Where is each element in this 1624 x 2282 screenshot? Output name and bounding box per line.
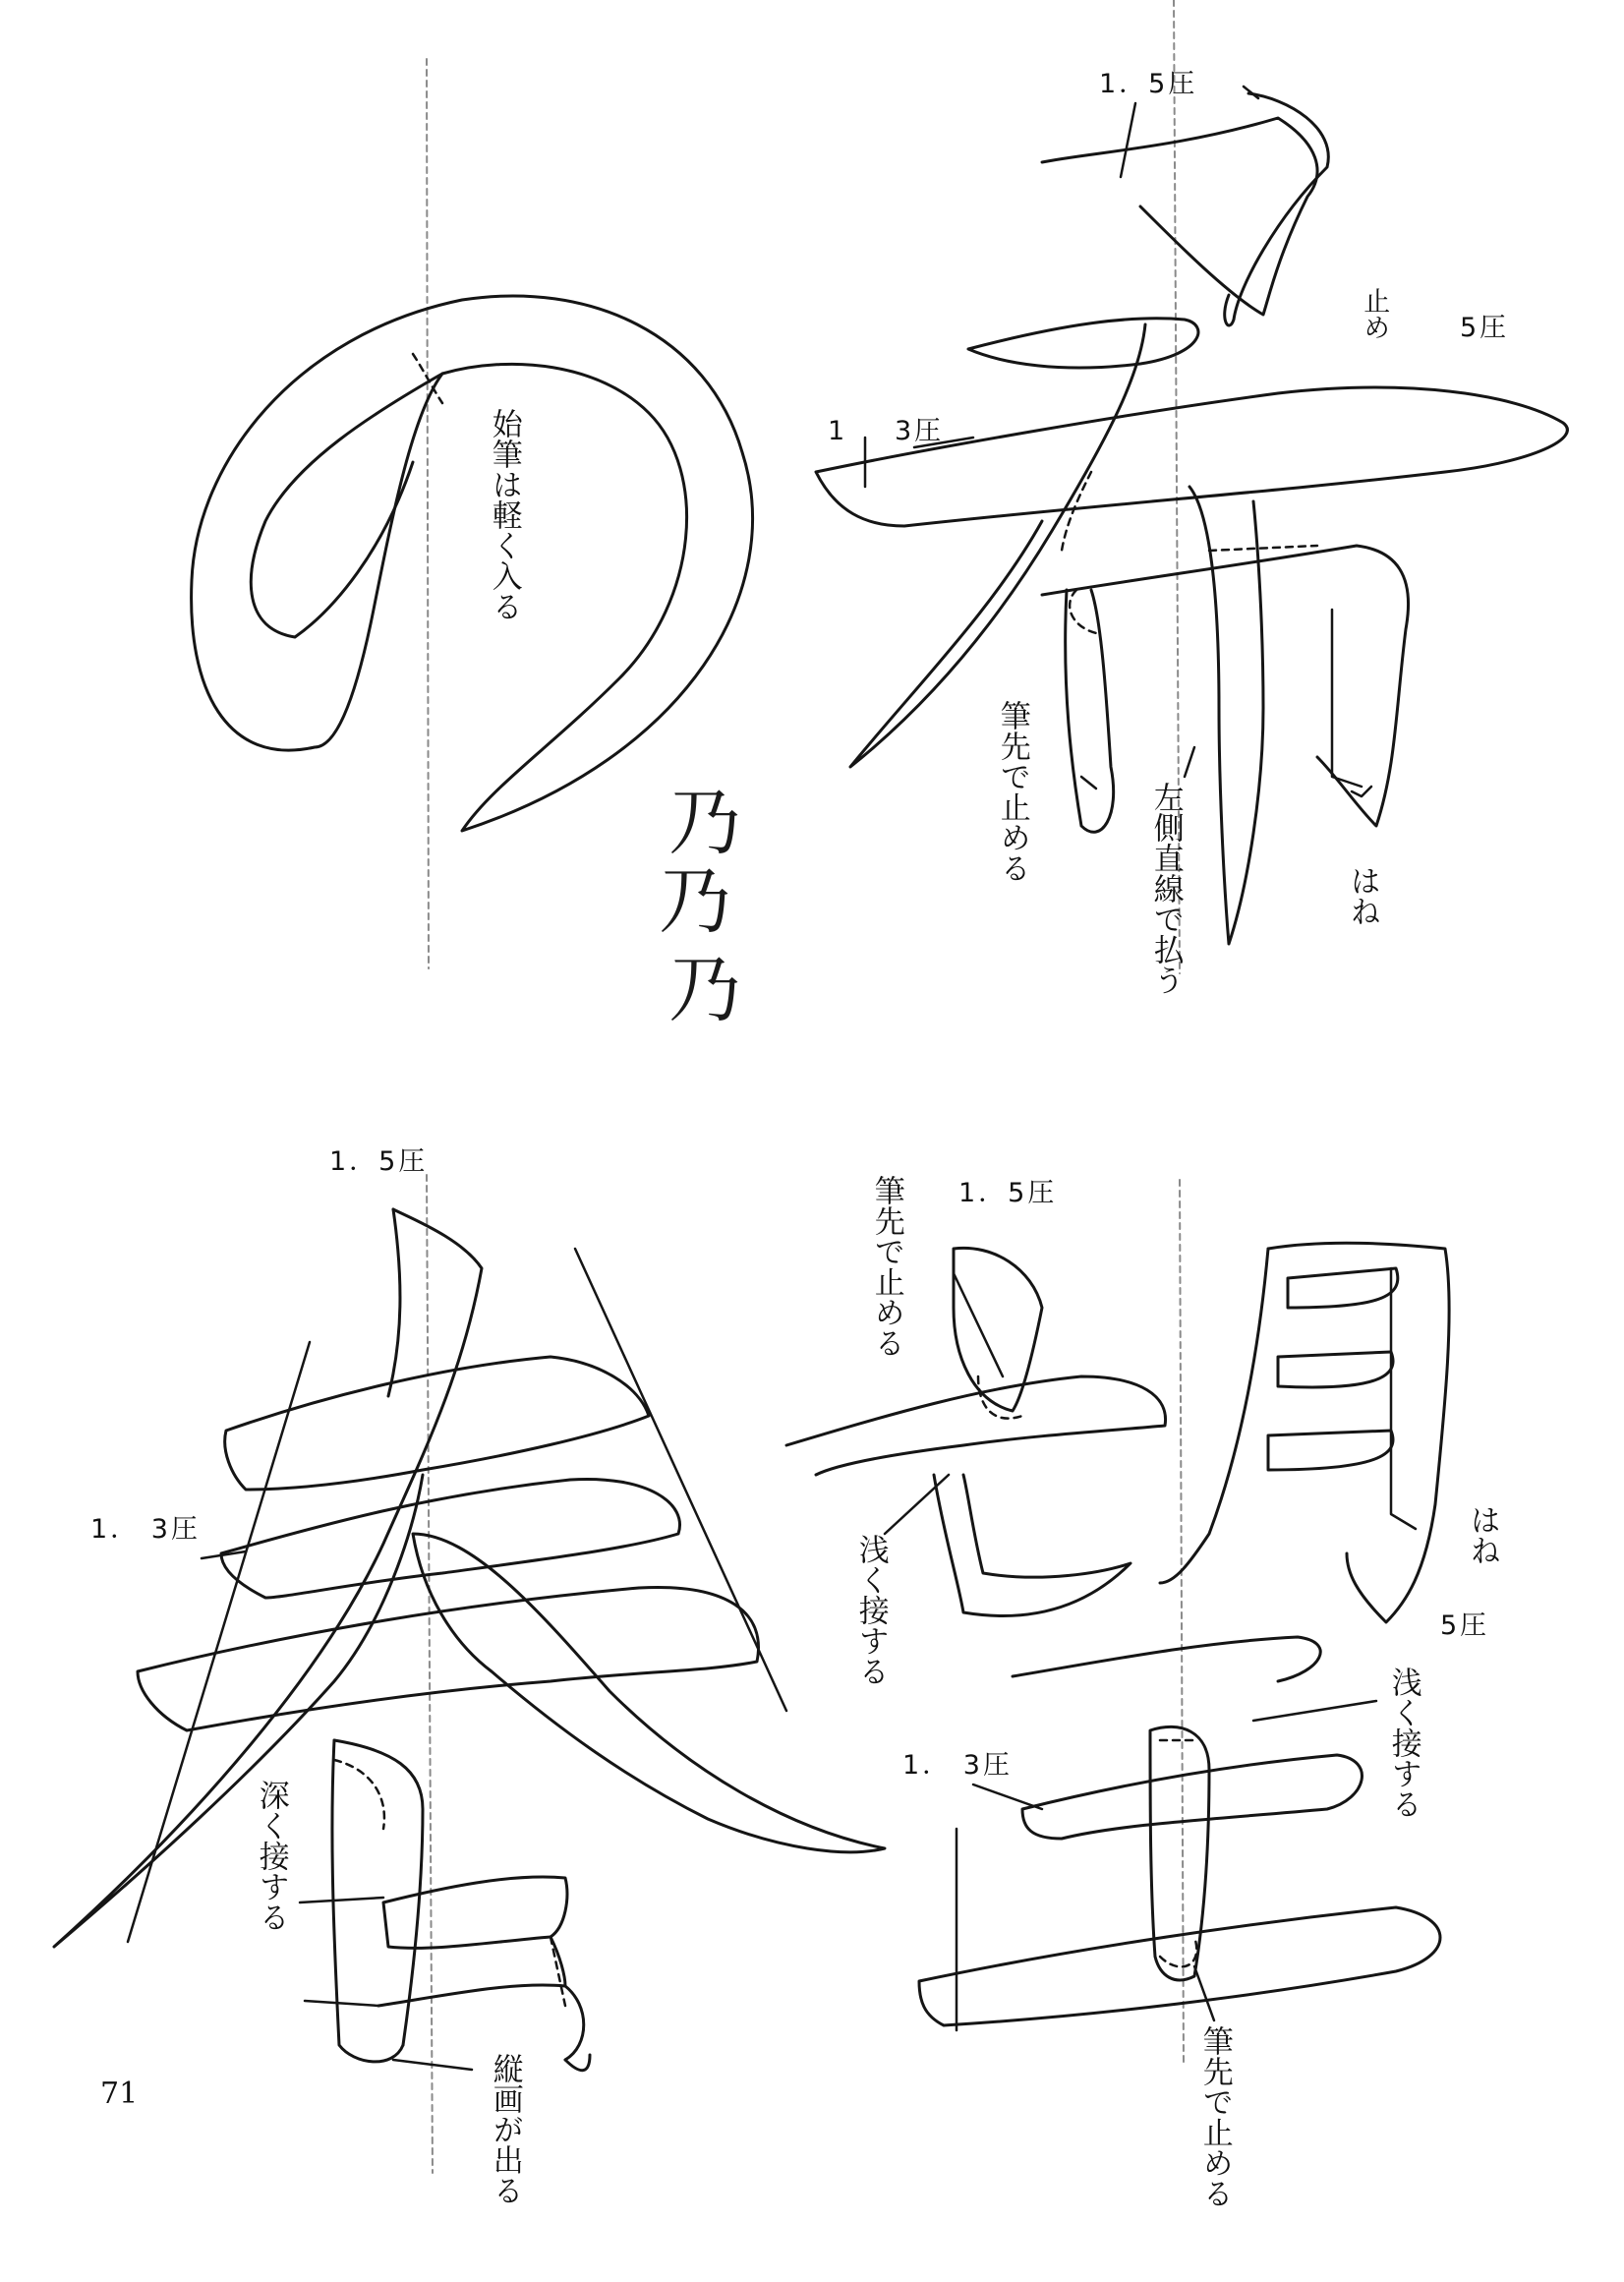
character-no-outline: [192, 296, 753, 831]
page-number: 71: [100, 2077, 139, 2111]
annotation-ki-stop: 止め: [1359, 287, 1390, 340]
sample-no-3: 乃: [668, 948, 741, 1032]
annotation-haru-top-pressure: 1．5圧: [329, 1146, 429, 1177]
annotation-ki-left-sweep: 左側直線で払う: [1147, 782, 1184, 995]
character-haru-outline: [54, 1209, 885, 2071]
annotation-nozomu-shallow-right: 浅く接する: [1385, 1667, 1421, 1819]
guide-line-right-bottom: [1180, 1180, 1184, 2065]
annotation-haru-left-pressure: 1． 3圧: [90, 1514, 201, 1545]
annotation-nozomu-left-pressure: 1． 3圧: [902, 1750, 1013, 1781]
annotation-nozomu-hane: はね: [1464, 1504, 1500, 1565]
annotation-nozomu-brush-stop-bottom: 筆先で止める: [1196, 2025, 1233, 2208]
annotation-ki-hane: はね: [1344, 865, 1380, 926]
annotation-ki-top-pressure: 1．5圧: [1099, 69, 1198, 99]
annotation-haru-vertical: 縦画が出る: [487, 2053, 523, 2205]
annotation-no-start: 始筆は軽く入る: [486, 408, 522, 621]
annotation-ki-brush-stop: 筆先で止める: [994, 700, 1030, 883]
annotation-nozomu-shallow-left: 浅く接する: [852, 1534, 889, 1686]
sample-no-2: 乃: [659, 859, 731, 944]
annotation-ki-pressure-5: 5圧: [1460, 313, 1510, 343]
annotation-ki-left-1: 1: [828, 416, 848, 446]
guide-line-left-bottom: [427, 1175, 433, 2173]
annotation-ki-left-pressure: 3圧: [895, 416, 945, 446]
annotation-nozomu-pressure-5: 5圧: [1440, 1610, 1490, 1641]
sample-no-1: 乃: [668, 781, 741, 865]
annotation-haru-deep: 深く接する: [253, 1780, 289, 1932]
annotation-nozomu-brush-stop-top: 筆先で止める: [868, 1175, 904, 1358]
guide-line-left-top: [427, 59, 429, 968]
annotation-nozomu-top-pressure: 1．5圧: [958, 1178, 1058, 1208]
character-ki-outline: [816, 87, 1567, 944]
